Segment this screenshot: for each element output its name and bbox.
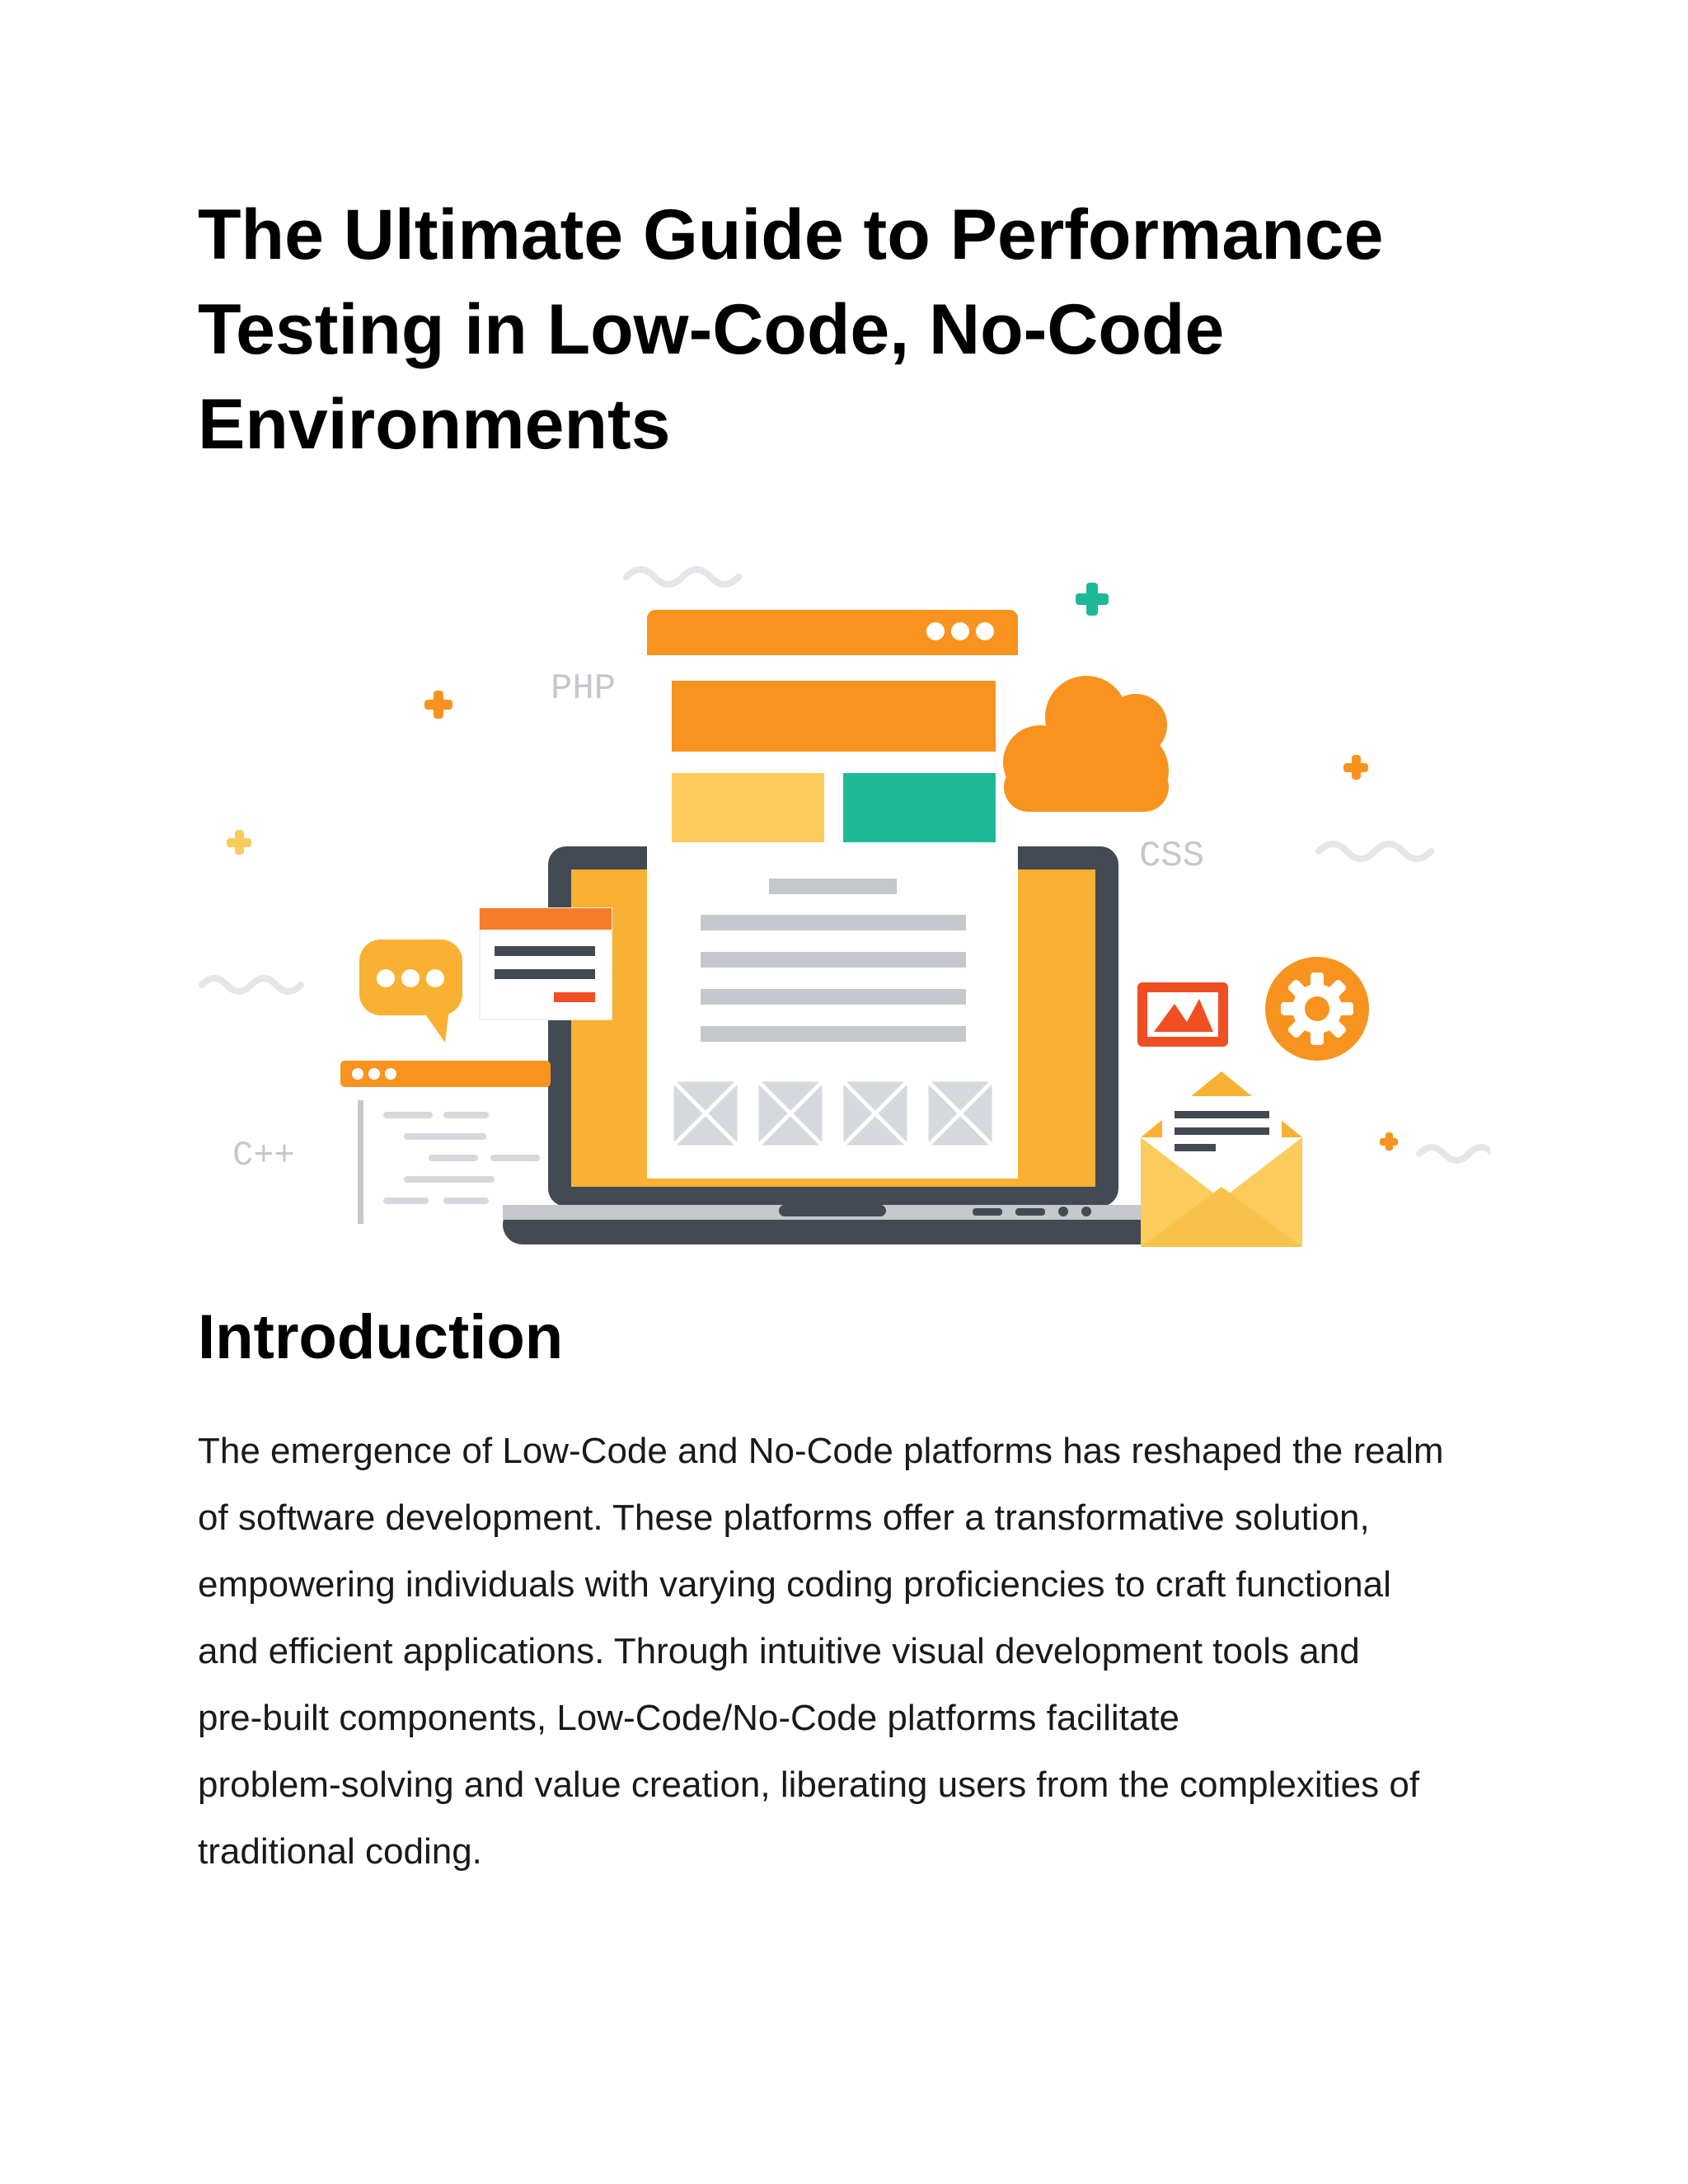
plus-icon	[1343, 755, 1368, 780]
cloud-icon	[1003, 676, 1169, 812]
squiggle-decoration	[1319, 844, 1431, 859]
plus-icon	[1076, 583, 1109, 616]
chat-bubble-icon	[359, 940, 462, 1043]
css-label: CSS	[1139, 836, 1205, 877]
squiggle-decoration	[202, 978, 301, 991]
paragraph-line: and efficient applications. Through intuitive visual development tools and	[198, 1631, 1360, 1671]
cpp-label: C++	[232, 1136, 295, 1175]
plus-icon	[1380, 1132, 1398, 1151]
code-window-icon	[340, 1061, 551, 1224]
paragraph-line: of software development. These platforms offer a transformative solution,	[198, 1497, 1370, 1538]
title-line: Environments	[198, 385, 671, 464]
squiggle-decoration	[1419, 1147, 1490, 1160]
paragraph-line: pre-built components, Low-Code/No-Code platforms facilitate	[198, 1698, 1180, 1738]
web-development-illustration	[198, 548, 1490, 1257]
page-title	[198, 188, 1517, 472]
php-label: PHP	[551, 668, 617, 710]
paragraph-line: The emergence of Low-Code and No-Code platforms has reshaped the realm	[198, 1431, 1444, 1471]
browser-window-icon	[647, 610, 1018, 1179]
image-icon	[1137, 982, 1228, 1047]
title-line: The Ultimate Guide to Performance	[198, 195, 1384, 274]
paragraph-line: traditional coding.	[198, 1831, 482, 1872]
document-card-icon	[480, 908, 612, 1019]
envelope-icon	[1141, 1071, 1302, 1247]
plus-icon	[424, 691, 452, 719]
gear-icon	[1265, 957, 1369, 1061]
paragraph-line: empowering individuals with varying coding proficiencies to craft functional	[198, 1564, 1391, 1605]
squiggle-decoration	[626, 569, 738, 584]
section-heading: Introduction	[198, 1302, 564, 1372]
intro-paragraph	[198, 1418, 1533, 1885]
plus-icon	[227, 830, 251, 855]
title-line: Testing in Low-Code, No-Code	[198, 290, 1225, 369]
paragraph-line: problem-solving and value creation, liberating users from the complexities of	[198, 1765, 1420, 1805]
